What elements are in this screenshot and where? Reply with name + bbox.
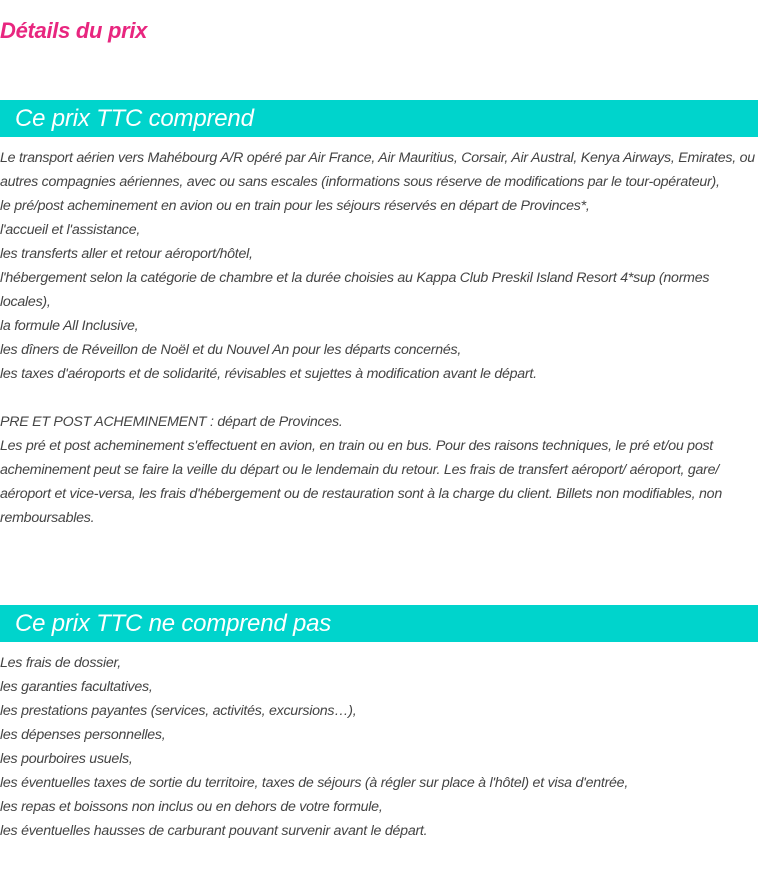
excludes-item-guarantees: les garanties facultatives, — [0, 679, 153, 695]
includes-list — [0, 146, 758, 530]
excludes-item-exit-taxes: les éventuelles taxes de sortie du territoire, taxes de séjours (à régler sur place à l'hôtel) et visa d'entrée, — [0, 775, 629, 791]
excludes-heading: Ce prix TTC ne comprend pas — [15, 609, 332, 637]
includes-item-pre-post-transport: le pré/post acheminement en avion ou en train pour les séjours réservés en départ de Provinces*, — [0, 198, 590, 214]
includes-item-taxes: les taxes d'aéroports et de solidarité, révisables et sujettes à modification avant le départ. — [0, 366, 537, 382]
excludes-section-header — [0, 605, 758, 642]
excludes-list — [0, 651, 758, 843]
includes-item-all-inclusive: la formule All Inclusive, — [0, 318, 139, 334]
excludes-item-paid-services: les prestations payantes (services, activités, excursions…), — [0, 703, 357, 719]
excludes-item-fuel: les éventuelles hausses de carburant pouvant survenir avant le départ. — [0, 823, 428, 839]
spacer — [0, 386, 758, 410]
includes-section-header — [0, 100, 758, 137]
pre-post-note-text: Les pré et post acheminement s'effectuent en avion, en train ou en bus. Pour des raisons techniques, le pré et/ou post acheminement peut se faire la veille du départ ou le lendemain du retour. Les frais de transfert aéroport/ aéroport, gare/ aéroport et vice-versa, les frais d'hébergement ou de restauration sont à la charge du client. Billets non modifiables, non remboursables. — [0, 438, 722, 526]
pre-post-note-heading: PRE ET POST ACHEMINEMENT : départ de Provinces. — [0, 414, 343, 430]
excludes-item-fees: Les frais de dossier, — [0, 655, 121, 671]
includes-heading: Ce prix TTC comprend — [15, 104, 254, 132]
includes-item-holiday-dinners: les dîners de Réveillon de Noël et du Nouvel An pour les départs concernés, — [0, 342, 462, 358]
excludes-item-tips: les pourboires usuels, — [0, 751, 133, 767]
includes-item-transfers: les transferts aller et retour aéroport/hôtel, — [0, 246, 253, 262]
includes-item-flights: Le transport aérien vers Mahébourg A/R opéré par Air France, Air Mauritius, Corsair, Air Austral, Kenya Airways, Emirates, ou autres compagnies aériennes, avec ou sans escales (informations sous réserve de modifications par le tour-opérateur), — [0, 150, 755, 190]
excludes-item-personal-expenses: les dépenses personnelles, — [0, 727, 166, 743]
page-title: Détails du prix — [0, 18, 148, 43]
includes-item-accommodation: l'hébergement selon la catégorie de chambre et la durée choisies au Kappa Club Preskil Island Resort 4*sup (normes locales), — [0, 270, 710, 310]
includes-item-welcome: l'accueil et l'assistance, — [0, 222, 141, 238]
excludes-item-meals: les repas et boissons non inclus ou en dehors de votre formule, — [0, 799, 383, 815]
